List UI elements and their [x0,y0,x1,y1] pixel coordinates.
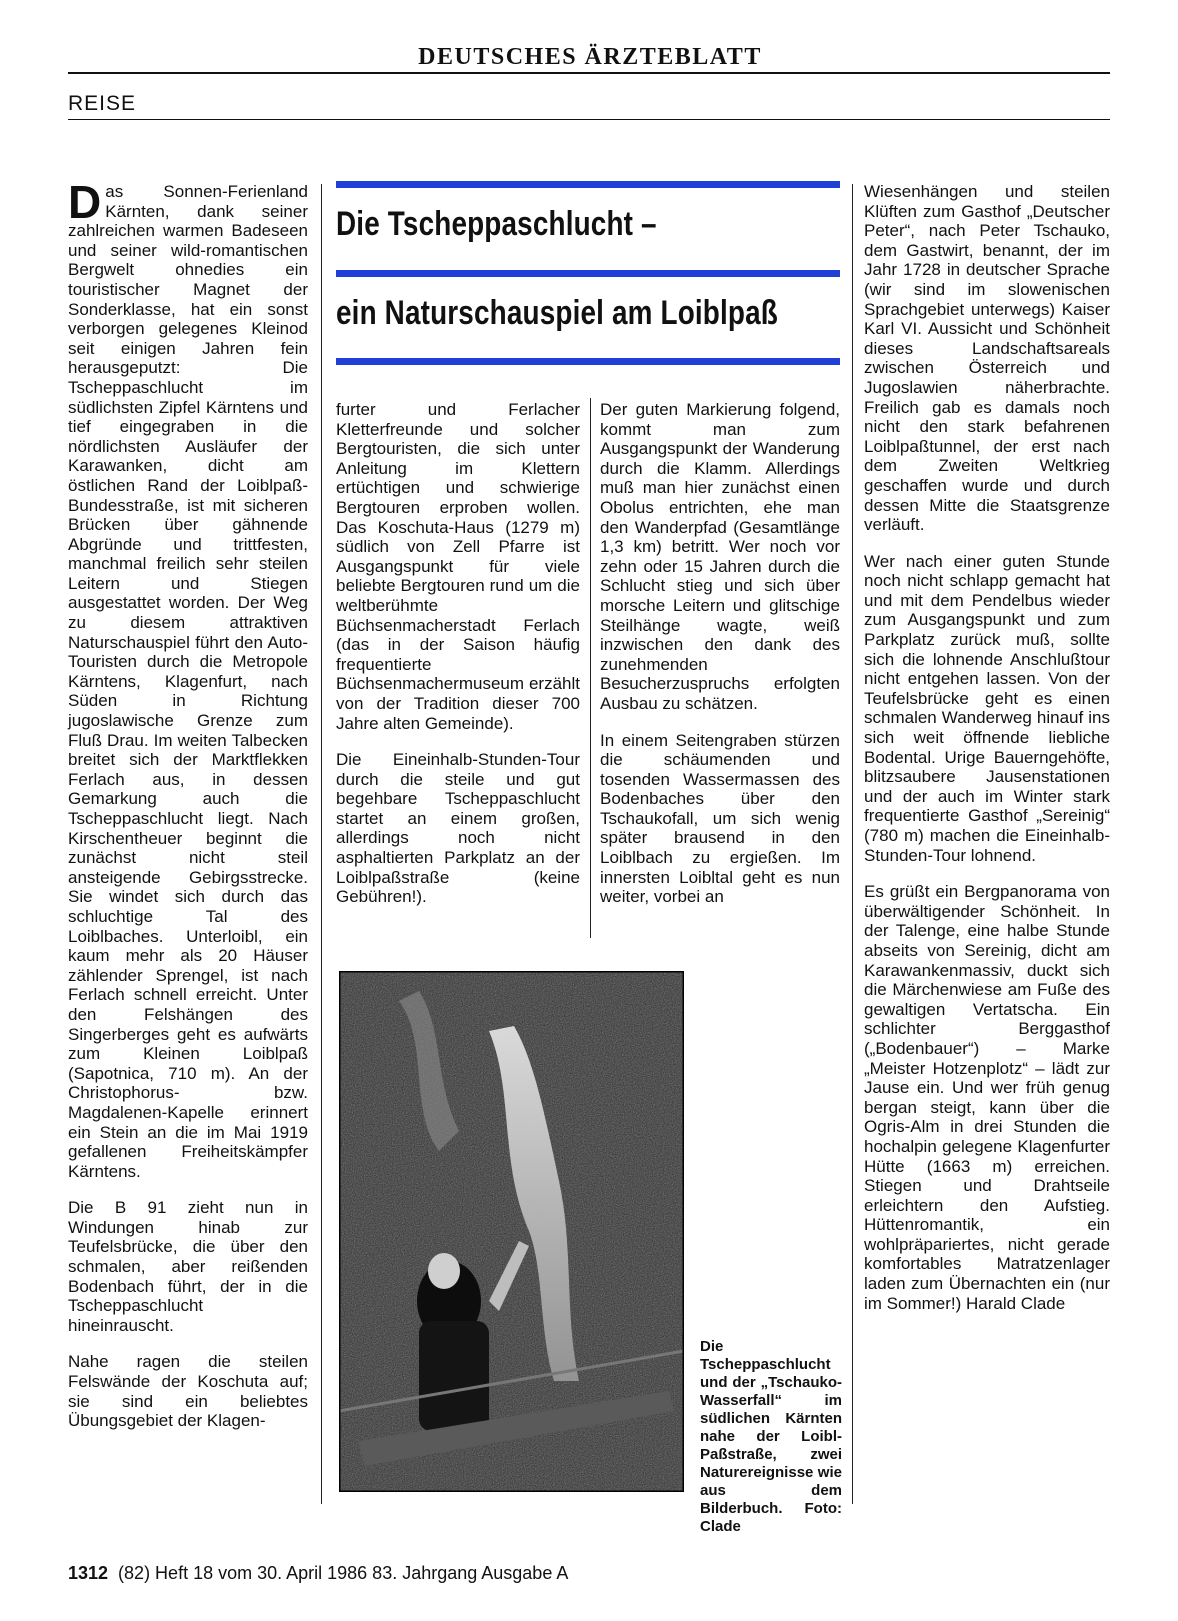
drop-cap: D [68,176,102,228]
paragraph: Die Eineinhalb-Stunden-Tour durch die steile und gut begehbare Tscheppaschlucht startet an einem großen, allerdings noch nicht asphaltierten Parkplatz an der Loiblpaßstraße (keine Gebühren!). [336,750,580,907]
paragraph: furter und Ferlacher Kletterfreunde und solcher Bergtouristen, die sich unter Anleitung im Klettern ertüchtigen und schwierige Bergtouren erproben wollen. Das Koschuta-Haus (1279 m) südlich von Zell Pfarre ist Ausgangspunkt für viele beliebte Bergtouren rund um die weltberühmte Büchsenmacherstadt Ferlach (das in der Saison häufig frequentierte Büchsenmachermuseum erzählt von der Tradition dieser 700 Jahre alten Gemeinde). [336,400,580,733]
section-rule [68,119,1110,120]
article-column-1 [68,176,308,1448]
paragraph: In einem Seitengraben stürzen die schäumenden und tosenden Wassermassen des Bodenbaches über den Tschaukofall, um sich wenig später brausend in den Loiblbach zu ergießen. Im innersten Loibltal geht es nun weiter, vorbei an [600,730,840,907]
issue-info: (82) Heft 18 vom 30. April 1986 83. Jahrgang Ausgabe A [118,1563,569,1583]
article-column-4 [864,182,1110,1330]
masthead: DEUTSCHES ÄRZTEBLATT [418,44,762,70]
headline-bar-bottom [336,358,840,365]
article-column-2 [336,400,580,924]
waterfall-photo-illustration [339,971,684,1492]
masthead-rule [68,72,1110,74]
photo-caption: Die Tscheppaschlucht und der „Tschauko-Wasserfall“ im südlichen Kärnten nahe der Loibl-Paßstraße, zwei Naturereignisse wie aus dem Bilderbuch. Foto: Clade [700,1338,842,1535]
page-number: 1312 [68,1563,109,1583]
paragraph: Wiesenhängen und steilen Klüften zum Gasthof „Deutscher Peter“, nach Peter Tschauko, dem Gastwirt, benannt, der im Jahr 1728 in deutscher Sprache (wir sind im slowenischen Sprachgebiet unterwegs) Kaiser Karl VI. Aussicht und Schönheit dieses Landschaftsareals zwischen Österreich und Jugoslawien näherbrachte. Freilich gab es damals noch nicht den stark befahrenen Loiblpaßtunnel, der erst nach dem Zweiten Weltkrieg geschaffen wurde und durch dessen Mitte die Staatsgrenze verläuft. [864,182,1110,535]
paragraph: Die B 91 zieht nun in Windungen hinab zur Teufelsbrücke, die über den schmalen, aber reißenden Bodenbach führt, der in die Tscheppaschlucht hineinrauscht. [68,1198,308,1335]
paragraph: Wer nach einer guten Stunde noch nicht schlapp gemacht hat und mit dem Pendelbus wieder zum Ausgangspunkt und zum Parkplatz zurück muß, sollte sich die lohnende Anschlußtour nicht entgehen lassen. Von der Teufelsbrücke geht es einen schmalen Wanderweg hinauf ins sich weit öffnende liebliche Bodental. Urige Bauerngehöfte, blitzsaubere Jausenstationen und der auch im Winter stark frequentierte Gasthof „Sereinig“ (780 m) machen die Eineinhalb-Stunden-Tour lohnend. [864,551,1110,865]
headline-bar-top [336,181,840,188]
paragraph: Der guten Markierung folgend, kommt man zum Ausgangspunkt der Wanderung durch die Klamm. Allerdings muß man hier zunächst einen Obolus entrichten, ehe man den Wanderpfad (Gesamtlänge 1,3 km) betritt. Wer noch vor zehn oder 15 Jahren durch die Schlucht stieg und sich über morsche Leitern und glitschige Steilhänge wagte, weiß inzwischen den dank des zunehmenden Besucherzuspruchs erfolgten Ausbau zu schätzen. [600,400,840,713]
article-column-3 [600,400,840,924]
paragraph: Das Sonnen-Ferienland Kärnten, dank seiner zahlreichen warmen Badeseen und seiner wild-romantischen Bergwelt ohnedies ein touristischer Magnet der Sonderklasse, hat ein sonst verborgen gelegenes Kleinod seit einigen Jahren fein herausgeputzt: Die Tscheppaschlucht im südlichsten Zipfel Kärntens und tief eingegraben in die nördlichsten Ausläufer der Karawanken, dicht am östlichen Rand der Loiblpaß-Bundesstraße, ist mit sicheren Brücken über gähnende Abgründe und trittfesten, manchmal freilich sehr steilen Leitern und Stiegen ausgestattet worden. Der Weg zu diesem attraktiven Naturschauspiel führt den Auto-Touristen durch die Metropole Kärntens, Klagenfurt, nach Süden in Richtung jugoslawische Grenze zum Fluß Drau. Im weiten Talbecken breitet sich der Marktflekken Ferlach aus, in dessen Gemarkung auch die Tscheppaschlucht liegt. Nach Kirschentheuer beginnt die zunächst nicht steil ansteigende Gebirgsstrecke. Sie windet sich durch das schluchtige Tal des Loiblbaches. Unterloibl, ein kaum mehr als 20 Häuser zählender Sprengel, ist nach Ferlach schnell erreicht. Unter den Felshängen des Singerberges geht es aufwärts zum Kleinen Loiblpaß (Sapotnica, 710 m). An der Christophorus- bzw. Magdalenen-Kapelle erinnert ein Stein an die im Mai 1919 gefallenen Freiheitskämpfer Kärntens. [68,176,308,1181]
column-divider [321,184,322,1504]
headline-line-2: ein Naturschauspiel am Loiblpaß [336,294,778,332]
column-divider [590,398,591,938]
headline-bar-middle [336,270,840,277]
paragraph: Nahe ragen die steilen Felswände der Koschuta auf; sie sind ein beliebtes Übungsgebiet der Klagen- [68,1352,308,1431]
page-footer [68,1563,568,1584]
column-divider [852,184,853,1504]
section-label: REISE [68,92,137,115]
waterfall-photo [339,971,684,1492]
headline-line-1: Die Tscheppaschlucht – [336,205,657,243]
paragraph: Es grüßt ein Bergpanorama von überwältigender Schönheit. In der Talenge, eine halbe Stunde abseits von Sereinig, dicht am Karawankenmassiv, duckt sich die Märchenwiese am Fuße des gewaltigen Vertatscha. Ein schlichter Berggasthof („Bodenbauer“) – Marke „Meister Hotzenplotz“ – lädt zur Jause ein. Und wer früh genug bergan steigt, kann über die Ogris-Alm in drei Stunden die hochalpin gelegene Klagenfurter Hütte (1663 m) erreichen. Stiegen und Drahtseile erleichtern den Aufstieg. Hüttenromantik, ein wohlpräpariertes, nicht gerade komfortables Matratzenlager laden zum Übernachten ein (nur im Sommer!) Harald Clade [864,882,1110,1313]
